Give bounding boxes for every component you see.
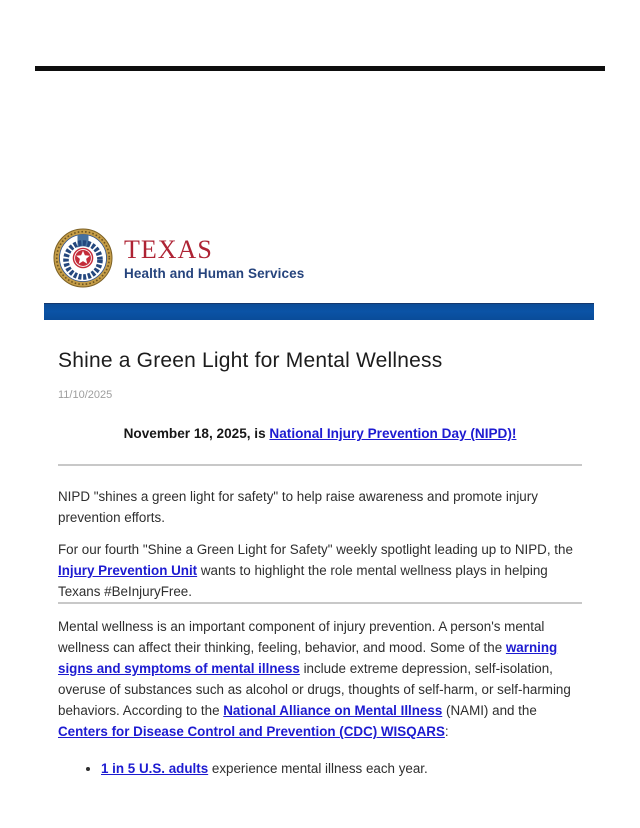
post-date: 11/10/2025: [58, 389, 113, 401]
brand-text: [124, 228, 304, 281]
paragraph-mental-wellness: [58, 616, 582, 742]
nipd-link[interactable]: National Injury Prevention Day (NIPD)!: [269, 426, 517, 441]
injury-prevention-unit-link[interactable]: Injury Prevention Unit: [58, 563, 198, 578]
warning-signs-link[interactable]: warning signs and symptoms of mental illness: [58, 640, 558, 676]
blue-divider-bar: [44, 303, 594, 320]
bullet-list: [58, 758, 582, 779]
paragraph-mw-text-3: (NAMI) and the: [442, 703, 537, 718]
adults-stat-link[interactable]: 1 in 5 U.S. adults: [101, 761, 209, 776]
paragraph-intro: NIPD "shines a green light for safety" to help raise awareness and promote injury prevention efforts.: [58, 489, 538, 525]
paragraph-mw-text-4: :: [444, 724, 449, 739]
paragraph-spotlight: [58, 539, 582, 602]
paragraph-spotlight-text-2: wants to highlight the role mental wellness plays in helping Texans #BeInjuryFree.: [58, 563, 548, 599]
brand-logo: [53, 228, 304, 288]
article: [58, 348, 582, 779]
section-divider-2: [58, 602, 582, 604]
brand-subtitle: Health and Human Services: [124, 266, 305, 281]
section-divider-1: [58, 464, 582, 466]
cdc-wisqars-link[interactable]: Centers for Disease Control and Prevention (CDC) WISQARS: [58, 724, 445, 739]
brand-name: TEXAS: [124, 235, 213, 264]
nami-link[interactable]: National Alliance on Mental Illness: [223, 703, 443, 718]
page-title: Shine a Green Light for Mental Wellness: [58, 349, 443, 372]
bullet-text: experience mental illness each year.: [208, 761, 428, 776]
announcement-prefix: November 18, 2025, is: [123, 426, 270, 441]
list-item: [101, 758, 582, 779]
paragraph-mw-text-2: include extreme depression, self-isolation, overuse of substances such as alcohol or drugs, thoughts of self-harm, or self-harming behaviors. According to the: [58, 661, 571, 718]
top-black-rule: [35, 66, 605, 71]
texas-hhs-seal-icon: [53, 228, 113, 288]
paragraph-mw-text-1: Mental wellness is an important component of injury prevention. A person's mental wellness can affect their thinking, feeling, behavior, and mood. Some of the: [58, 619, 545, 655]
paragraph-spotlight-text-1: For our fourth "Shine a Green Light for Safety" weekly spotlight leading up to NIPD, the: [58, 542, 573, 557]
announcement-line: [58, 425, 582, 442]
